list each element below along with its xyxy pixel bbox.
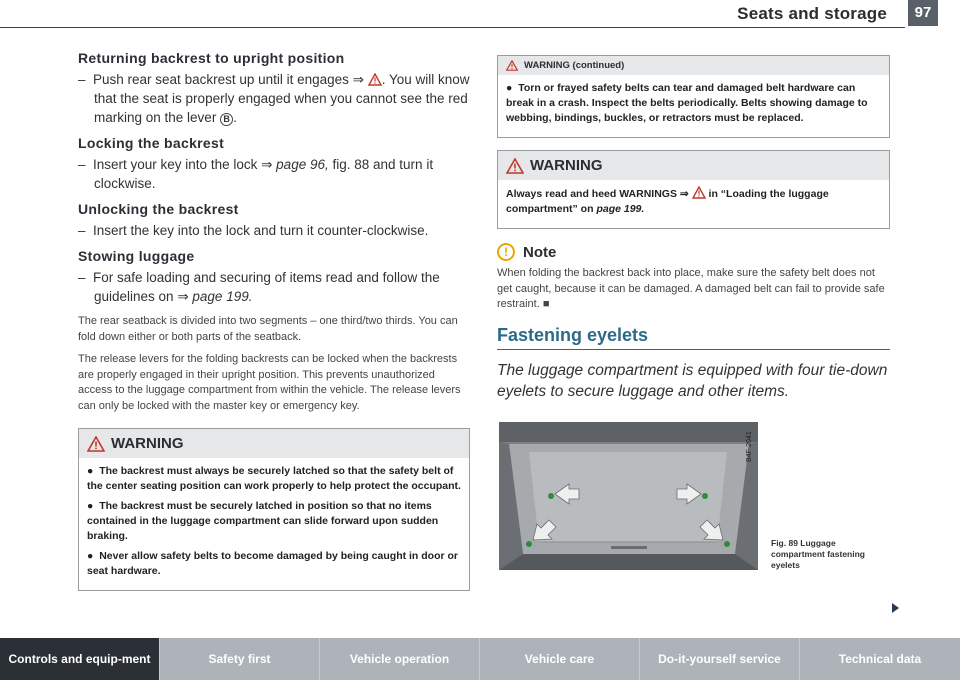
warning-box-loading (497, 150, 890, 229)
tab-vehicle-care[interactable]: Vehicle care (480, 638, 640, 680)
warning-continued-body (498, 75, 889, 137)
step-locking: – Insert your key into the lock ⇒ page 96, fig. 88 and turn it clockwise. (78, 157, 434, 191)
warning-body (498, 180, 889, 228)
warning-item: ● Never allow safety belts to become damaged by being caught in door or seat hardware. (87, 550, 459, 577)
luggage-compartment-illustration (499, 422, 758, 570)
step-stowing: – For safe loading and securing of items read and follow the guidelines on ⇒ page 199. (78, 270, 440, 304)
header-rule (0, 27, 905, 28)
warning-item: ● The backrest must always be securely latched so that the safety belt of the center seating position can work properly to help protect the occupant. (87, 465, 461, 492)
left-column (78, 50, 470, 591)
paragraph-seatback: The rear seatback is divided into two segments – one third/two thirds. You can fold down either or both parts of the seatback. (78, 315, 458, 343)
warning-triangle-icon (506, 60, 518, 71)
tab-safety-first[interactable]: Safety first (160, 638, 320, 680)
warning-header-continued (498, 56, 889, 75)
warning-body (79, 458, 469, 590)
warning-triangle-icon (368, 73, 382, 86)
tab-technical-data[interactable]: Technical data (800, 638, 960, 680)
section-title-returning: Returning backrest to upright position (78, 50, 345, 66)
footer-nav (0, 638, 960, 680)
page-ref-96[interactable]: page 96, (276, 157, 329, 172)
luggage-compartment-figure (499, 422, 758, 570)
warning-item: ● The backrest must be securely latched in position so that no items contained in the luggage compartment can slide forward upon sudden braking. (87, 500, 439, 542)
warning-box-continued (497, 55, 890, 138)
note-exclamation-icon: ! (497, 243, 515, 261)
section-title-fastening-eyelets: Fastening eyelets (497, 325, 890, 350)
warning-triangle-icon (506, 158, 524, 174)
warning-title: WARNING (111, 435, 184, 452)
note-text: When folding the backrest back into place, make sure the safety belt does not get caught, because it can be damaged. A damaged belt can fail to provide safe restraint. ■ (497, 267, 885, 310)
section-title-stowing: Stowing luggage (78, 248, 195, 264)
figure-code: B4F-2041 (746, 431, 753, 462)
step-returning: – Push rear seat backrest up until it engages ⇒ . You will know that the seat is properly engaged when you cannot see the red marking on the lever B . (78, 72, 470, 125)
section-title-locking: Locking the backrest (78, 135, 225, 151)
warning-continued-title: WARNING (continued) (524, 60, 625, 71)
warning-triangle-icon (87, 436, 105, 452)
right-column (497, 55, 890, 402)
tab-controls-and-equipment[interactable]: Controls and equip-ment (0, 638, 160, 680)
page-ref-199[interactable]: page 199. (192, 289, 253, 304)
section-title-unlocking: Unlocking the backrest (78, 201, 239, 217)
lever-b-marker: B (220, 113, 233, 126)
tab-diy-service[interactable]: Do-it-yourself service (640, 638, 800, 680)
warning-header (498, 151, 889, 180)
end-marker-icon: ■ (542, 298, 550, 310)
page-number: 97 (908, 0, 938, 26)
note-header (497, 243, 890, 261)
page-header-title: Seats and storage (737, 4, 887, 23)
warning-item: ● Torn or frayed safety belts can tear and damaged belt hardware can break in a crash. Inspect the belts periodically. Belts showing damage to webbing, bindings, buckles, or retractors must be replaced. (506, 82, 868, 124)
figure-caption: Fig. 89 Luggage compartment fastening eyelets (771, 538, 865, 570)
section-lead: The luggage compartment is equipped with four tie-down eyelets to secure luggage and other items. (497, 361, 888, 400)
warning-header (79, 429, 469, 458)
tab-vehicle-operation[interactable]: Vehicle operation (320, 638, 480, 680)
next-page-arrow-icon[interactable] (892, 603, 899, 613)
step-unlocking: – Insert the key into the lock and turn it counter-clockwise. (78, 223, 429, 238)
page-ref-199[interactable]: page 199. (596, 203, 645, 215)
warning-title: WARNING (530, 157, 603, 174)
warning-text: Always read and heed WARNINGS ⇒ in “Loading the luggage compartment” on page 199. (506, 188, 829, 215)
warning-triangle-icon (692, 186, 706, 199)
note-title: Note (523, 243, 557, 261)
warning-box-backrest (78, 428, 470, 591)
paragraph-release-levers: The release levers for the folding backrests can be locked when the backrests are properly engaged in their upright position. This prevents unauthorized access to the luggage compartment from within the vehicle. The release levers can only be locked with the master key or emergency key. (78, 353, 461, 412)
